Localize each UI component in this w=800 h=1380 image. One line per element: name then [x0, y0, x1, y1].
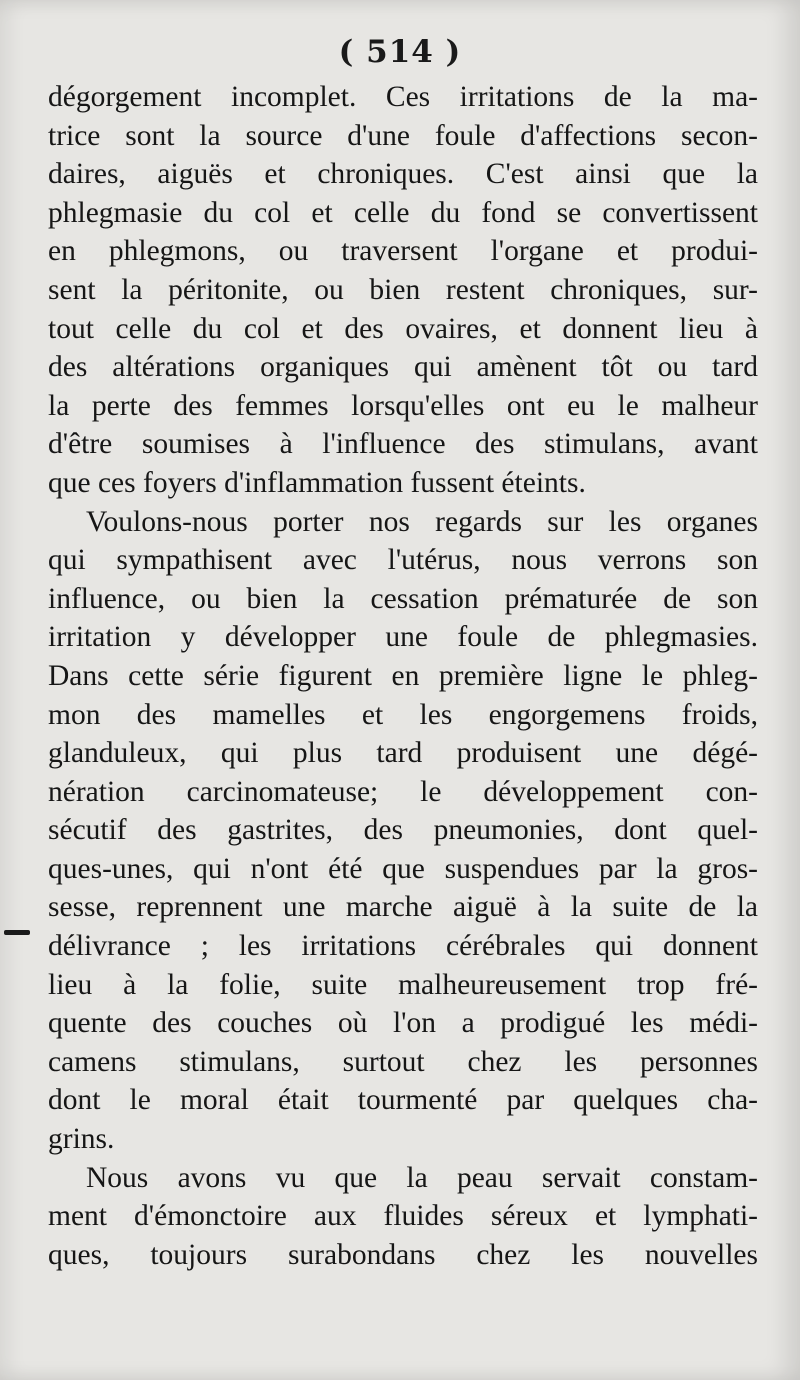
- text-line: sent la péritonite, ou bien restent chroniques, sur-: [48, 273, 758, 306]
- text-line: ques, toujours surabondans chez les nouvelles: [48, 1238, 758, 1271]
- text-line: Nous avons vu que la peau servait constam-: [86, 1161, 758, 1194]
- text-line: irritation y développer une foule de phlegmasies.: [48, 621, 758, 654]
- text-line: ques-unes, qui n'ont été que suspendues par la gros-: [48, 852, 758, 885]
- text-line: camens stimulans, surtout chez les personnes: [48, 1045, 758, 1078]
- text-line: Voulons-nous porter nos regards sur les organes: [86, 505, 758, 538]
- text-line: influence, ou bien la cessation prématurée de son: [48, 582, 758, 615]
- text-line: daires, aiguës et chroniques. C'est ainsi que la: [48, 158, 758, 191]
- page-number: ( 514 ): [338, 34, 462, 70]
- text-line: glanduleux, qui plus tard produisent une dégé-: [48, 737, 758, 770]
- text-line: nération carcinomateuse; le développement con-: [48, 775, 758, 808]
- text-line: des altérations organiques qui amènent tôt ou tard: [48, 351, 758, 384]
- text-line: dont le moral était tourmenté par quelques cha-: [48, 1084, 758, 1117]
- text-line: délivrance ; les irritations cérébrales qui donnent: [48, 930, 758, 963]
- text-line: qui sympathisent avec l'utérus, nous verrons son: [48, 544, 758, 577]
- text-line: sécutif des gastrites, des pneumonies, dont quel-: [48, 814, 758, 847]
- margin-mark: [4, 930, 30, 935]
- text-line: que ces foyers d'inflammation fussent éteints.: [48, 466, 586, 499]
- text-line: d'être soumises à l'influence des stimulans, avant: [48, 428, 758, 461]
- text-line: Dans cette série figurent en première ligne le phleg-: [48, 659, 758, 692]
- text-line: lieu à la folie, suite malheureusement trop fré-: [48, 968, 758, 1001]
- text-line: dégorgement incomplet. Ces irritations de la ma-: [48, 81, 758, 113]
- text-line: grins.: [48, 1123, 115, 1156]
- text-line: sesse, reprennent une marche aiguë à la suite de la: [48, 891, 758, 924]
- text-line: quente des couches où l'on a prodigué les médi-: [48, 1007, 758, 1040]
- text-line: mon des mamelles et les engorgemens froids,: [48, 698, 758, 731]
- text-line: trice sont la source d'une foule d'affections secon-: [48, 119, 758, 152]
- body-text: [48, 78, 758, 1274]
- text-line: phlegmasie du col et celle du fond se convertissent: [48, 196, 758, 229]
- text-line: la perte des femmes lorsqu'elles ont eu le malheur: [48, 389, 758, 422]
- text-line: tout celle du col et des ovaires, et donnent lieu à: [48, 312, 758, 345]
- text-line: ment d'émonctoire aux fluides séreux et lymphati-: [48, 1200, 758, 1233]
- text-line: en phlegmons, ou traversent l'organe et produi-: [48, 235, 758, 268]
